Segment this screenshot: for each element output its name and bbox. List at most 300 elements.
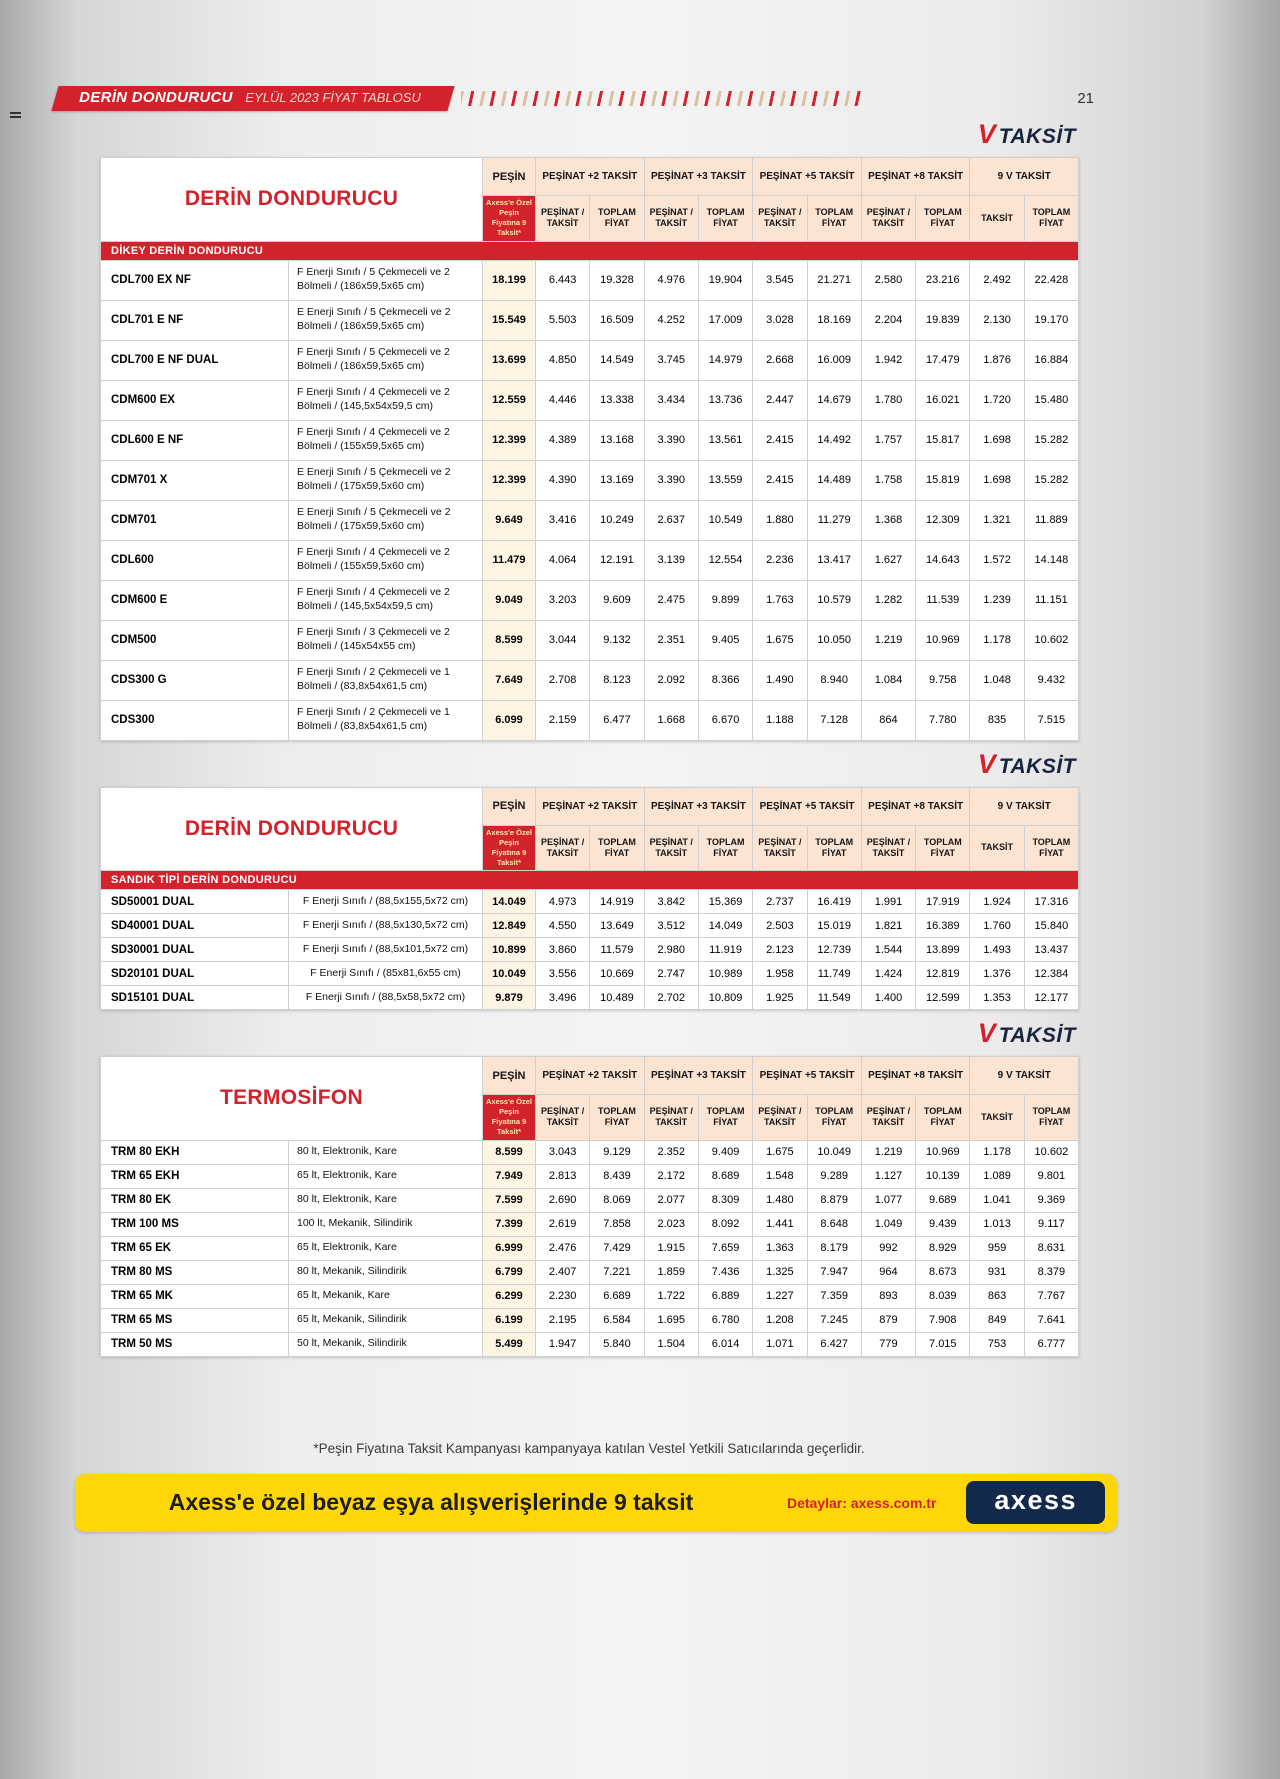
col-group-header: PEŞİNAT +2 TAKSİT [536, 1057, 645, 1095]
model-cell: CDM701 [101, 500, 289, 540]
price-table-1 [100, 787, 1079, 1011]
price-cell: 2.172 [644, 1164, 698, 1188]
price-cell: 16.389 [916, 914, 970, 938]
price-cell: 2.702 [644, 986, 698, 1010]
desc-cell: 80 lt, Elektronik, Kare [289, 1188, 483, 1212]
desc-cell: E Enerji Sınıfı / 5 Çekmeceli ve 2 Bölmeli / (175x59,5x60 cm) [289, 500, 483, 540]
price-cell: 11.889 [1024, 500, 1078, 540]
price-cell: 12.554 [698, 540, 752, 580]
price-cell: 1.942 [861, 340, 915, 380]
price-cell: 7.858 [590, 1212, 644, 1236]
price-cell: 3.545 [753, 260, 807, 300]
price-cell: 15.480 [1024, 380, 1078, 420]
price-cell: 12.739 [807, 938, 861, 962]
price-cell: 12.191 [590, 540, 644, 580]
price-cell: 2.637 [644, 500, 698, 540]
price-cell: 9.879 [483, 986, 536, 1010]
model-cell: SD50001 DUAL [101, 890, 289, 914]
price-cell: 2.351 [644, 620, 698, 660]
price-cell: 1.544 [861, 938, 915, 962]
price-cell: 3.043 [536, 1140, 590, 1164]
price-cell: 14.979 [698, 340, 752, 380]
price-cell: 12.819 [916, 962, 970, 986]
price-cell: 1.915 [644, 1236, 698, 1260]
desc-cell: F Enerji Sınıfı / (85x81,6x55 cm) [289, 962, 483, 986]
price-cell: 9.117 [1024, 1212, 1078, 1236]
price-cell: 1.325 [753, 1260, 807, 1284]
col-subheader-pesinat: PEŞİNAT / TAKSİT [644, 196, 698, 242]
price-cell: 3.556 [536, 962, 590, 986]
table-title: TERMOSİFON [101, 1057, 483, 1141]
price-cell: 16.884 [1024, 340, 1078, 380]
price-cell: 7.245 [807, 1308, 861, 1332]
price-cell: 6.199 [483, 1308, 536, 1332]
price-cell: 1.760 [970, 914, 1024, 938]
col-subheader-toplam: TOPLAM FİYAT [916, 1095, 970, 1141]
price-cell: 11.279 [807, 500, 861, 540]
price-cell: 15.549 [483, 300, 536, 340]
price-cell: 2.195 [536, 1308, 590, 1332]
price-cell: 9.049 [483, 580, 536, 620]
price-cell: 2.130 [970, 300, 1024, 340]
price-cell: 14.643 [916, 540, 970, 580]
table-row [101, 1308, 1079, 1332]
price-cell: 9.899 [698, 580, 752, 620]
model-cell: CDL700 EX NF [101, 260, 289, 300]
price-cell: 18.169 [807, 300, 861, 340]
price-cell: 11.151 [1024, 580, 1078, 620]
price-cell: 6.014 [698, 1332, 752, 1356]
price-cell: 2.619 [536, 1212, 590, 1236]
price-cell: 10.899 [483, 938, 536, 962]
desc-cell: 65 lt, Elektronik, Kare [289, 1164, 483, 1188]
price-cell: 2.123 [753, 938, 807, 962]
price-cell: 11.479 [483, 540, 536, 580]
price-cell: 6.999 [483, 1236, 536, 1260]
price-cell: 6.889 [698, 1284, 752, 1308]
price-cell: 16.021 [916, 380, 970, 420]
price-cell: 1.368 [861, 500, 915, 540]
price-cell: 9.369 [1024, 1188, 1078, 1212]
price-cell: 8.439 [590, 1164, 644, 1188]
price-cell: 7.949 [483, 1164, 536, 1188]
col-subheader-toplam: TOPLAM FİYAT [916, 825, 970, 871]
table-row [101, 700, 1079, 740]
desc-cell: E Enerji Sınıfı / 5 Çekmeceli ve 2 Bölmeli / (186x59,5x65 cm) [289, 300, 483, 340]
price-cell: 12.384 [1024, 962, 1078, 986]
col-header-axess-pesin: Axess'e Özel Peşin Fiyatına 9 Taksit* [483, 196, 536, 242]
price-cell: 10.050 [807, 620, 861, 660]
price-cell: 13.169 [590, 460, 644, 500]
col-header-axess-pesin: Axess'e Özel Peşin Fiyatına 9 Taksit* [483, 825, 536, 871]
model-cell: CDL600 E NF [101, 420, 289, 460]
price-cell: 17.919 [916, 890, 970, 914]
price-cell: 14.492 [807, 420, 861, 460]
price-cell: 10.489 [590, 986, 644, 1010]
price-cell: 1.720 [970, 380, 1024, 420]
col-subheader-toplam: TOPLAM FİYAT [590, 196, 644, 242]
price-cell: 13.437 [1024, 938, 1078, 962]
price-cell: 8.940 [807, 660, 861, 700]
price-cell: 15.019 [807, 914, 861, 938]
price-cell: 13.561 [698, 420, 752, 460]
table-row [101, 380, 1079, 420]
price-cell: 2.980 [644, 938, 698, 962]
model-cell: TRM 80 MS [101, 1260, 289, 1284]
price-cell: 12.177 [1024, 986, 1078, 1010]
price-cell: 1.127 [861, 1164, 915, 1188]
price-cell: 4.446 [536, 380, 590, 420]
page-title: DERİN DONDURUCU [79, 89, 233, 106]
price-cell: 7.659 [698, 1236, 752, 1260]
price-cell: 1.353 [970, 986, 1024, 1010]
price-cell: 2.447 [753, 380, 807, 420]
price-cell: 15.840 [1024, 914, 1078, 938]
price-cell: 7.128 [807, 700, 861, 740]
price-cell: 1.572 [970, 540, 1024, 580]
price-cell: 10.969 [916, 1140, 970, 1164]
price-cell: 1.227 [753, 1284, 807, 1308]
price-cell: 1.493 [970, 938, 1024, 962]
price-cell: 1.282 [861, 580, 915, 620]
col-subheader-toplam: TOPLAM FİYAT [916, 196, 970, 242]
price-cell: 1.880 [753, 500, 807, 540]
price-cell: 1.958 [753, 962, 807, 986]
price-cell: 21.271 [807, 260, 861, 300]
price-cell: 7.641 [1024, 1308, 1078, 1332]
price-cell: 3.203 [536, 580, 590, 620]
price-cell: 7.780 [916, 700, 970, 740]
v-taksit-logo [100, 121, 1076, 152]
price-cell: 3.496 [536, 986, 590, 1010]
desc-cell: F Enerji Sınıfı / (88,5x130,5x72 cm) [289, 914, 483, 938]
price-cell: 964 [861, 1260, 915, 1284]
price-cell: 1.071 [753, 1332, 807, 1356]
price-cell: 1.925 [753, 986, 807, 1010]
price-cell: 6.780 [698, 1308, 752, 1332]
col-header-pesin: PEŞİN [483, 158, 536, 196]
price-cell: 10.969 [916, 620, 970, 660]
desc-cell: 100 lt, Mekanik, Silindirik [289, 1212, 483, 1236]
table-row [101, 260, 1079, 300]
price-cell: 13.417 [807, 540, 861, 580]
price-cell: 2.407 [536, 1260, 590, 1284]
price-cell: 4.064 [536, 540, 590, 580]
price-cell: 1.859 [644, 1260, 698, 1284]
col-subheader-pesinat: PEŞİNAT / TAKSİT [861, 1095, 915, 1141]
price-cell: 6.689 [590, 1284, 644, 1308]
price-cell: 9.405 [698, 620, 752, 660]
price-cell: 7.515 [1024, 700, 1078, 740]
price-cell: 2.204 [861, 300, 915, 340]
model-cell: TRM 80 EKH [101, 1140, 289, 1164]
price-cell: 4.252 [644, 300, 698, 340]
price-cell: 1.675 [753, 1140, 807, 1164]
desc-cell: F Enerji Sınıfı / 3 Çekmeceli ve 2 Bölmeli / (145x54x55 cm) [289, 620, 483, 660]
price-cell: 8.179 [807, 1236, 861, 1260]
col-group-header: PEŞİNAT +2 TAKSİT [536, 787, 645, 825]
price-cell: 931 [970, 1260, 1024, 1284]
price-cell: 2.690 [536, 1188, 590, 1212]
price-cell: 6.670 [698, 700, 752, 740]
diagonal-stripes-decoration [461, 91, 863, 106]
desc-cell: F Enerji Sınıfı / 2 Çekmeceli ve 1 Bölmeli / (83,8x54x61,5 cm) [289, 700, 483, 740]
price-cell: 1.049 [861, 1212, 915, 1236]
model-cell: SD30001 DUAL [101, 938, 289, 962]
col-subheader-taksit: TAKSİT [970, 196, 1024, 242]
price-cell: 8.599 [483, 1140, 536, 1164]
price-cell: 1.219 [861, 620, 915, 660]
price-cell: 16.419 [807, 890, 861, 914]
table-title: DERİN DONDURUCU [101, 787, 483, 871]
table-row [101, 620, 1079, 660]
price-cell: 19.839 [916, 300, 970, 340]
price-cell: 7.015 [916, 1332, 970, 1356]
price-cell: 14.049 [698, 914, 752, 938]
price-cell: 1.077 [861, 1188, 915, 1212]
price-cell: 7.908 [916, 1308, 970, 1332]
price-cell: 1.219 [861, 1140, 915, 1164]
col-subheader-toplam: TOPLAM FİYAT [1024, 196, 1078, 242]
price-cell: 6.443 [536, 260, 590, 300]
table-row [101, 938, 1079, 962]
desc-cell: F Enerji Sınıfı / (88,5x101,5x72 cm) [289, 938, 483, 962]
price-cell: 2.813 [536, 1164, 590, 1188]
price-cell: 4.976 [644, 260, 698, 300]
price-cell: 1.924 [970, 890, 1024, 914]
price-cell: 10.049 [807, 1140, 861, 1164]
price-cell: 1.876 [970, 340, 1024, 380]
col-subheader-toplam: TOPLAM FİYAT [1024, 1095, 1078, 1141]
desc-cell: 65 lt, Mekanik, Silindirik [289, 1308, 483, 1332]
table-row [101, 1164, 1079, 1188]
price-cell: 9.129 [590, 1140, 644, 1164]
table-row [101, 914, 1079, 938]
model-cell: SD40001 DUAL [101, 914, 289, 938]
col-group-header: PEŞİNAT +3 TAKSİT [644, 1057, 753, 1095]
table-row [101, 1212, 1079, 1236]
col-header-axess-pesin: Axess'e Özel Peşin Fiyatına 9 Taksit* [483, 1095, 536, 1141]
model-cell: CDM500 [101, 620, 289, 660]
col-subheader-pesinat: PEŞİNAT / TAKSİT [861, 825, 915, 871]
col-group-header: PEŞİNAT +8 TAKSİT [861, 787, 970, 825]
price-cell: 10.602 [1024, 620, 1078, 660]
price-cell: 1.821 [861, 914, 915, 938]
price-cell: 1.376 [970, 962, 1024, 986]
price-cell: 10.989 [698, 962, 752, 986]
table-row [101, 1332, 1079, 1356]
menu-icon[interactable] [10, 110, 21, 120]
col-subheader-pesinat: PEŞİNAT / TAKSİT [536, 825, 590, 871]
page-header [55, 86, 1094, 111]
price-cell: 14.049 [483, 890, 536, 914]
model-cell: CDL600 [101, 540, 289, 580]
table-row [101, 1260, 1079, 1284]
price-cell: 13.699 [483, 340, 536, 380]
col-subheader-taksit: TAKSİT [970, 825, 1024, 871]
price-cell: 6.427 [807, 1332, 861, 1356]
price-cell: 8.648 [807, 1212, 861, 1236]
price-cell: 1.991 [861, 890, 915, 914]
model-cell: CDM701 X [101, 460, 289, 500]
col-subheader-toplam: TOPLAM FİYAT [590, 825, 644, 871]
footnote: *Peşin Fiyatına Taksit Kampanyası kampanyaya katılan Vestel Yetkili Satıcılarında geçerlidir. [313, 1440, 865, 1456]
price-cell: 15.819 [916, 460, 970, 500]
table-row [101, 1284, 1079, 1308]
price-cell: 12.309 [916, 500, 970, 540]
col-group-header: 9 V TAKSİT [970, 158, 1079, 196]
axess-logo: axess [966, 1481, 1105, 1524]
desc-cell: F Enerji Sınıfı / 5 Çekmeceli ve 2 Bölmeli / (186x59,5x65 cm) [289, 260, 483, 300]
price-cell: 1.780 [861, 380, 915, 420]
price-cell: 3.512 [644, 914, 698, 938]
price-cell: 849 [970, 1308, 1024, 1332]
price-cell: 779 [861, 1332, 915, 1356]
price-cell: 12.399 [483, 460, 536, 500]
price-cell: 1.698 [970, 420, 1024, 460]
price-cell: 8.673 [916, 1260, 970, 1284]
price-cell: 2.503 [753, 914, 807, 938]
price-cell: 6.584 [590, 1308, 644, 1332]
price-cell: 3.745 [644, 340, 698, 380]
price-cell: 11.749 [807, 962, 861, 986]
col-subheader-pesinat: PEŞİNAT / TAKSİT [644, 1095, 698, 1141]
col-subheader-pesinat: PEŞİNAT / TAKSİT [536, 196, 590, 242]
v-icon: V [977, 1018, 996, 1048]
model-cell: TRM 80 EK [101, 1188, 289, 1212]
col-group-header: PEŞİNAT +5 TAKSİT [753, 1057, 862, 1095]
price-cell: 7.359 [807, 1284, 861, 1308]
col-subheader-pesinat: PEŞİNAT / TAKSİT [753, 1095, 807, 1141]
v-taksit-logo [100, 748, 1076, 782]
price-cell: 1.758 [861, 460, 915, 500]
table-row [101, 1140, 1079, 1164]
price-cell: 4.389 [536, 420, 590, 460]
price-cell: 2.475 [644, 580, 698, 620]
price-cell: 17.479 [916, 340, 970, 380]
price-cell: 1.188 [753, 700, 807, 740]
price-cell: 19.904 [698, 260, 752, 300]
col-group-header: PEŞİNAT +2 TAKSİT [536, 158, 645, 196]
price-cell: 1.695 [644, 1308, 698, 1332]
section-row [101, 241, 1079, 260]
table-row [101, 300, 1079, 340]
model-cell: SD15101 DUAL [101, 986, 289, 1010]
price-cell: 2.415 [753, 460, 807, 500]
price-cell: 3.390 [644, 420, 698, 460]
price-cell: 2.737 [753, 890, 807, 914]
col-subheader-toplam: TOPLAM FİYAT [807, 196, 861, 242]
price-cell: 13.168 [590, 420, 644, 460]
table-row [101, 660, 1079, 700]
banner-details-link[interactable]: Detaylar: axess.com.tr [786, 1494, 937, 1511]
price-cell: 6.777 [1024, 1332, 1078, 1356]
price-cell: 2.415 [753, 420, 807, 460]
price-cell: 1.722 [644, 1284, 698, 1308]
page-number: 21 [1077, 90, 1094, 107]
price-cell: 1.363 [753, 1236, 807, 1260]
price-cell: 959 [970, 1236, 1024, 1260]
price-cell: 14.919 [590, 890, 644, 914]
table-row [101, 1236, 1079, 1260]
price-cell: 16.009 [807, 340, 861, 380]
price-cell: 879 [861, 1308, 915, 1332]
price-cell: 1.084 [861, 660, 915, 700]
price-cell: 7.767 [1024, 1284, 1078, 1308]
desc-cell: F Enerji Sınıfı / 2 Çekmeceli ve 1 Bölmeli / (83,8x54x61,5 cm) [289, 660, 483, 700]
price-cell: 10.809 [698, 986, 752, 1010]
table-row [101, 890, 1079, 914]
model-cell: SD20101 DUAL [101, 962, 289, 986]
price-cell: 1.178 [970, 620, 1024, 660]
v-taksit-logo [100, 1020, 1076, 1051]
price-cell: 1.048 [970, 660, 1024, 700]
price-cell: 8.123 [590, 660, 644, 700]
price-table-2 [100, 1056, 1079, 1357]
price-cell: 2.476 [536, 1236, 590, 1260]
table-row [101, 500, 1079, 540]
price-cell: 10.669 [590, 962, 644, 986]
header-title-bar [51, 86, 454, 111]
price-cell: 14.489 [807, 460, 861, 500]
price-cell: 11.579 [590, 938, 644, 962]
price-cell: 3.842 [644, 890, 698, 914]
price-cell: 14.549 [590, 340, 644, 380]
price-cell: 16.509 [590, 300, 644, 340]
banner-text: Axess'e özel beyaz eşya alışverişlerinde 9 taksit [168, 1489, 694, 1515]
model-cell: TRM 65 EK [101, 1236, 289, 1260]
price-cell: 9.132 [590, 620, 644, 660]
price-cell: 1.089 [970, 1164, 1024, 1188]
price-cell: 3.434 [644, 380, 698, 420]
price-cell: 13.649 [590, 914, 644, 938]
price-cell: 8.366 [698, 660, 752, 700]
price-cell: 8.879 [807, 1188, 861, 1212]
model-cell: TRM 50 MS [101, 1332, 289, 1356]
col-subheader-taksit: TAKSİT [970, 1095, 1024, 1141]
price-cell: 10.602 [1024, 1140, 1078, 1164]
desc-cell: 50 lt, Mekanik, Silindirik [289, 1332, 483, 1356]
price-cell: 10.049 [483, 962, 536, 986]
col-subheader-pesinat: PEŞİNAT / TAKSİT [753, 196, 807, 242]
price-cell: 17.009 [698, 300, 752, 340]
section-header: SANDIK TİPİ DERİN DONDURUCU [101, 871, 1079, 890]
price-cell: 6.299 [483, 1284, 536, 1308]
v-taksit-label: TAKSİT [998, 754, 1076, 778]
price-cell: 1.178 [970, 1140, 1024, 1164]
table-row [101, 986, 1079, 1010]
desc-cell: F Enerji Sınıfı / (88,5x155,5x72 cm) [289, 890, 483, 914]
price-cell: 10.549 [698, 500, 752, 540]
model-cell: TRM 65 EKH [101, 1164, 289, 1188]
col-header-pesin: PEŞİN [483, 787, 536, 825]
price-cell: 12.849 [483, 914, 536, 938]
desc-cell: 80 lt, Mekanik, Silindirik [289, 1260, 483, 1284]
col-group-header: PEŞİNAT +5 TAKSİT [753, 787, 862, 825]
price-cell: 8.599 [483, 620, 536, 660]
desc-cell: 80 lt, Elektronik, Kare [289, 1140, 483, 1164]
price-cell: 1.480 [753, 1188, 807, 1212]
price-cell: 8.689 [698, 1164, 752, 1188]
price-cell: 3.416 [536, 500, 590, 540]
price-cell: 7.221 [590, 1260, 644, 1284]
price-cell: 9.758 [916, 660, 970, 700]
price-cell: 2.580 [861, 260, 915, 300]
price-cell: 9.689 [916, 1188, 970, 1212]
table-row [101, 460, 1079, 500]
desc-cell: F Enerji Sınıfı / 4 Çekmeceli ve 2 Bölmeli / (155x59,5x65 cm) [289, 420, 483, 460]
desc-cell: E Enerji Sınıfı / 5 Çekmeceli ve 2 Bölmeli / (175x59,5x60 cm) [289, 460, 483, 500]
